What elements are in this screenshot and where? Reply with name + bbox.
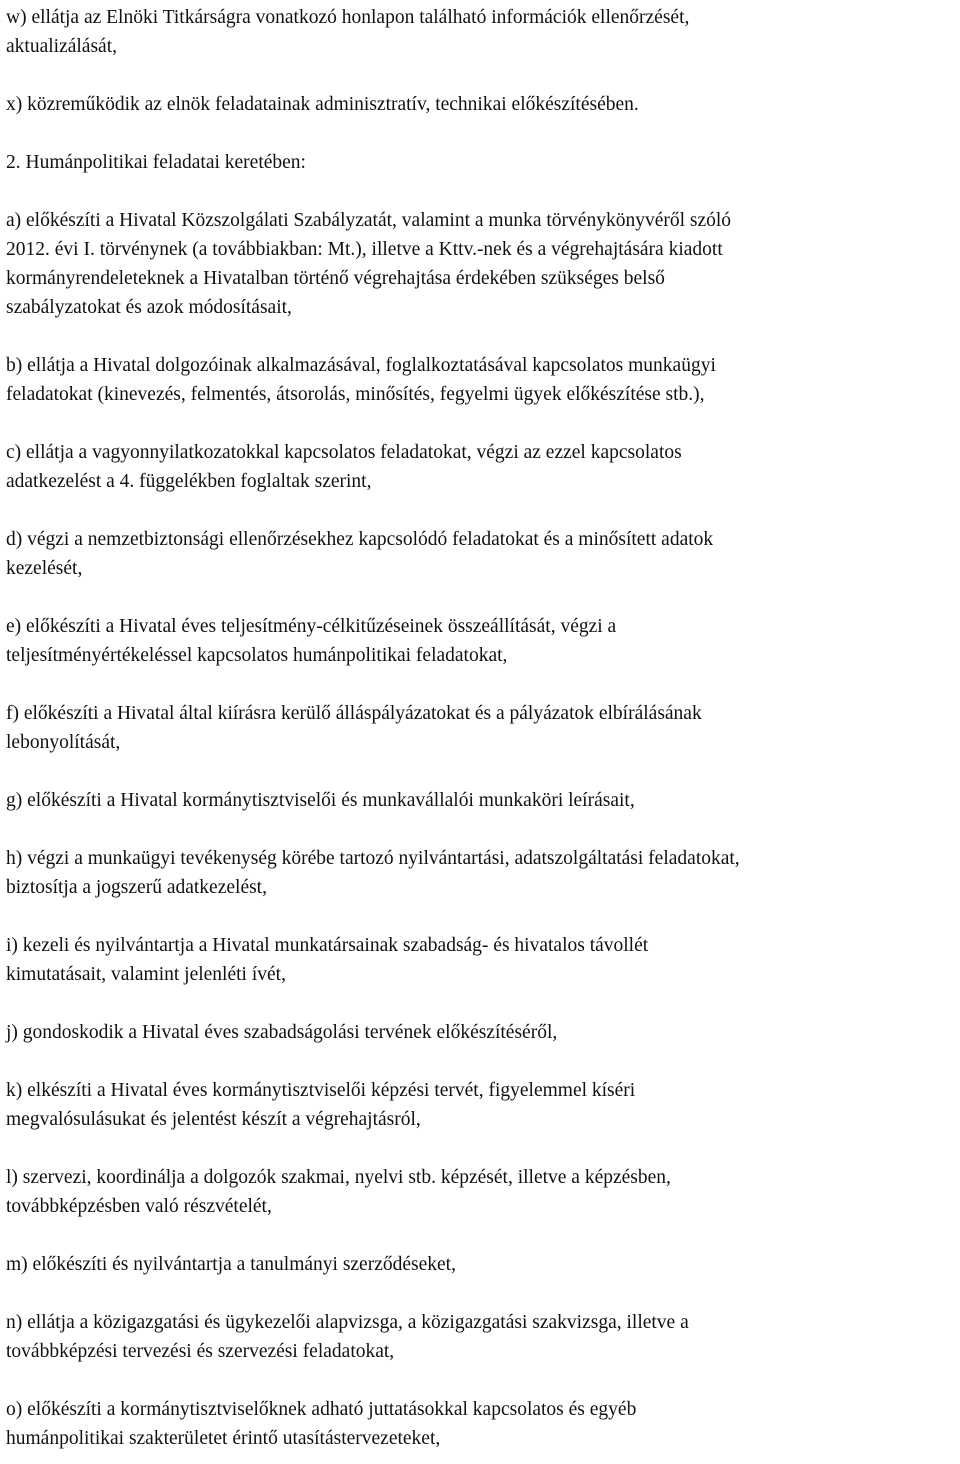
paragraph-line: h) végzi a munkaügyi tevékenység körébe tartozó nyilvántartási, adatszolgáltatási feladatokat, [6,848,740,869]
paragraph-h [6,844,954,902]
paragraph-line: feladatokat (kinevezés, felmentés, átsorolás, minősítés, fegyelmi ügyek előkészítése stb.), [6,384,705,405]
paragraph-line: j) gondoskodik a Hivatal éves szabadságolási tervének előkészítéséről, [6,1022,558,1043]
paragraph-spacer [6,409,954,438]
paragraph-line: továbbképzési tervezési és szervezési feladatokat, [6,1341,395,1362]
paragraph-spacer [6,1366,954,1395]
paragraph-line: humánpolitikai szakterületet érintő utasítástervezeteket, [6,1428,441,1449]
paragraph-line: k) elkészíti a Hivatal éves kormánytisztviselői képzési tervét, figyelemmel kíséri [6,1080,636,1101]
paragraph-j [6,1018,954,1047]
paragraph-line: kimutatásait, valamint jelenléti ívét, [6,964,286,985]
paragraph-spacer [6,1134,954,1163]
paragraph-line: l) szervezi, koordinálja a dolgozók szakmai, nyelvi stb. képzését, illetve a képzésben, [6,1167,671,1188]
paragraph-line: m) előkészíti és nyilvántartja a tanulmányi szerződéseket, [6,1254,456,1275]
paragraph-k [6,1076,954,1134]
paragraph-d [6,525,954,583]
paragraph-n [6,1308,954,1366]
paragraph-spacer [6,61,954,90]
paragraph-line: aktualizálását, [6,36,117,57]
paragraph-spacer [6,670,954,699]
paragraph-line: f) előkészíti a Hivatal által kiírásra kerülő álláspályázatokat és a pályázatok elbírálásának [6,703,702,724]
paragraph-line: x) közreműködik az elnök feladatainak adminisztratív, technikai előkészítésében. [6,94,639,115]
paragraph-spacer [6,119,954,148]
paragraph-a [6,206,954,322]
paragraph-w [6,3,954,61]
paragraph-line: b) ellátja a Hivatal dolgozóinak alkalmazásával, foglalkoztatásával kapcsolatos munkaügyi [6,355,716,376]
paragraph-line: megvalósulásukat és jelentést készít a végrehajtásról, [6,1109,421,1130]
paragraph-line: n) ellátja a közigazgatási és ügykezelői alapvizsga, a közigazgatási szakvizsga, illetve a [6,1312,689,1333]
paragraph-b [6,351,954,409]
paragraph-spacer [6,1221,954,1250]
paragraph-spacer [6,496,954,525]
paragraph-spacer [6,1047,954,1076]
paragraph-line: o) előkészíti a kormánytisztviselőknek adható juttatásokkal kapcsolatos és egyéb [6,1399,637,1420]
paragraph-e [6,612,954,670]
paragraph-spacer [6,583,954,612]
paragraph-line: w) ellátja az Elnöki Titkárságra vonatkozó honlapon található információk ellenőrzését, [6,7,690,28]
paragraph-line: szabályzatokat és azok módosításait, [6,297,292,318]
paragraph-line: továbbképzésben való részvételét, [6,1196,272,1217]
paragraph-line: kezelését, [6,558,83,579]
paragraph-spacer [6,902,954,931]
paragraph-line: 2012. évi I. törvénynek (a továbbiakban: Mt.), illetve a Kttv.-nek és a végrehajtására kiadott [6,239,723,260]
paragraph-m [6,1250,954,1279]
document-body [6,0,954,1453]
paragraph-line: i) kezeli és nyilvántartja a Hivatal munkatársainak szabadság- és hivatalos távollét [6,935,649,956]
paragraph-spacer [6,989,954,1018]
paragraph-c [6,438,954,496]
paragraph-section-2 [6,148,954,177]
paragraph-f [6,699,954,757]
paragraph-line: adatkezelést a 4. függelékben foglaltak szerint, [6,471,372,492]
paragraph-line: d) végzi a nemzetbiztonsági ellenőrzésekhez kapcsolódó feladatokat és a minősített adatok [6,529,714,550]
paragraph-line: biztosítja a jogszerű adatkezelést, [6,877,267,898]
paragraph-spacer [6,177,954,206]
paragraph-line: e) előkészíti a Hivatal éves teljesítmény-célkitűzéseinek összeállítását, végzi a [6,616,617,637]
paragraph-line: 2. Humánpolitikai feladatai keretében: [6,152,306,173]
paragraph-l [6,1163,954,1221]
paragraph-spacer [6,322,954,351]
paragraph-line: teljesítményértékeléssel kapcsolatos humánpolitikai feladatokat, [6,645,508,666]
paragraph-i [6,931,954,989]
paragraph-line: g) előkészíti a Hivatal kormánytisztviselői és munkavállalói munkaköri leírásait, [6,790,635,811]
paragraph-g [6,786,954,815]
paragraph-o [6,1395,954,1453]
paragraph-line: c) ellátja a vagyonnyilatkozatokkal kapcsolatos feladatokat, végzi az ezzel kapcsolatos [6,442,682,463]
paragraph-line: kormányrendeleteknek a Hivatalban történő végrehajtása érdekében szükséges belső [6,268,665,289]
paragraph-line: a) előkészíti a Hivatal Közszolgálati Szabályzatát, valamint a munka törvénykönyvéről szóló [6,210,732,231]
paragraph-line: lebonyolítását, [6,732,121,753]
paragraph-spacer [6,1279,954,1308]
paragraph-x [6,90,954,119]
paragraph-spacer [6,757,954,786]
paragraph-spacer [6,815,954,844]
